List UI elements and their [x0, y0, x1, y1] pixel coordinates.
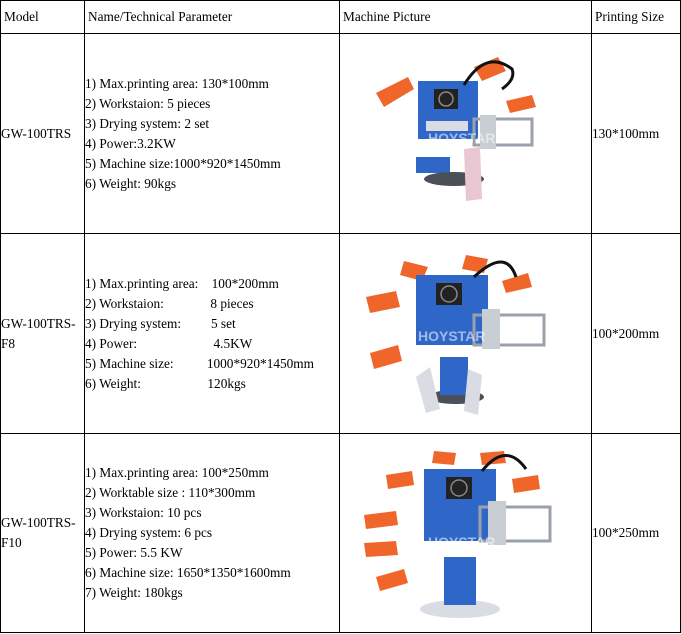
machine-picture	[340, 234, 592, 434]
pallet-arm	[416, 367, 440, 413]
param-list	[85, 434, 340, 633]
table-row	[1, 434, 681, 633]
printing-size: 130*100mm	[592, 34, 681, 234]
param-line: 6) Weight: 90kgs	[85, 175, 177, 191]
param-line: 3) Drying system: 5 set	[85, 315, 236, 331]
param-line: 3) Workstaion: 10 pcs	[85, 505, 202, 520]
param-line: 4) Power:3.2KW	[85, 135, 176, 151]
pallet-arm	[506, 95, 536, 113]
param-line: 5) Power: 5.5 KW	[85, 545, 183, 560]
machine-base	[440, 357, 468, 395]
brand-watermark: HOYSTAR	[427, 129, 495, 146]
param-line: 2) Workstaion: 5 pieces	[85, 95, 211, 111]
model-name: GW-100TRS-F10	[1, 434, 85, 633]
pallet-arm	[370, 345, 402, 369]
pallet-arm	[386, 471, 414, 489]
header-model: Model	[1, 1, 85, 34]
machine-base	[416, 157, 450, 173]
param-line: 6) Machine size: 1650*1350*1600mm	[85, 565, 291, 580]
pallet-arm	[464, 147, 482, 201]
header-size: Printing Size	[592, 1, 681, 34]
param-line: 2) Workstaion: 8 pieces	[85, 295, 254, 311]
table-row	[1, 234, 681, 434]
machine-image-10-station	[356, 445, 576, 621]
param-line: 7) Weight: 180kgs	[85, 585, 183, 600]
param-line: 1) Max.printing area: 100*250mm	[85, 465, 269, 480]
brand-watermark: HOYSTAR	[427, 534, 495, 550]
pallet-arm	[432, 451, 456, 465]
machine-image-8-station	[356, 249, 576, 419]
param-line: 1) Max.printing area: 100*200mm	[85, 275, 279, 291]
param-line: 6) Weight: 120kgs	[85, 375, 246, 391]
table-row	[1, 34, 681, 234]
model-name: GW-100TRS-F8	[1, 234, 85, 434]
param-line: 2) Worktable size : 110*300mm	[85, 485, 256, 500]
machine-picture	[340, 34, 592, 234]
header-picture: Machine Picture	[340, 1, 592, 34]
machine-picture	[340, 434, 592, 633]
param-line: 4) Power: 4.5KW	[85, 335, 253, 351]
param-line: 4) Drying system: 6 pcs	[85, 525, 213, 540]
printing-size: 100*250mm	[592, 434, 681, 633]
param-line: 1) Max.printing area: 130*100mm	[85, 75, 269, 91]
brand-watermark: HOYSTAR	[417, 327, 485, 344]
pallet-arm	[366, 291, 400, 313]
param-list	[85, 34, 340, 234]
param-line: 3) Drying system: 2 set	[85, 115, 210, 131]
pallet-arm	[364, 541, 398, 557]
pallet-arm	[376, 569, 408, 591]
pallet-arm	[376, 77, 414, 107]
param-list	[85, 234, 340, 434]
header-params: Name/Technical Parameter	[85, 1, 340, 34]
machine-base	[444, 557, 476, 605]
model-name: GW-100TRS	[1, 34, 85, 234]
param-line: 5) Machine size:1000*920*1450mm	[85, 155, 281, 171]
pallet-arm	[512, 475, 540, 493]
printing-size: 100*200mm	[592, 234, 681, 434]
pallet-arm	[480, 451, 506, 465]
pallet-arm	[364, 511, 398, 529]
param-line: 5) Machine size: 1000*920*1450mm	[85, 355, 314, 371]
header-row	[1, 1, 681, 34]
machine-image-5-station	[356, 49, 576, 219]
